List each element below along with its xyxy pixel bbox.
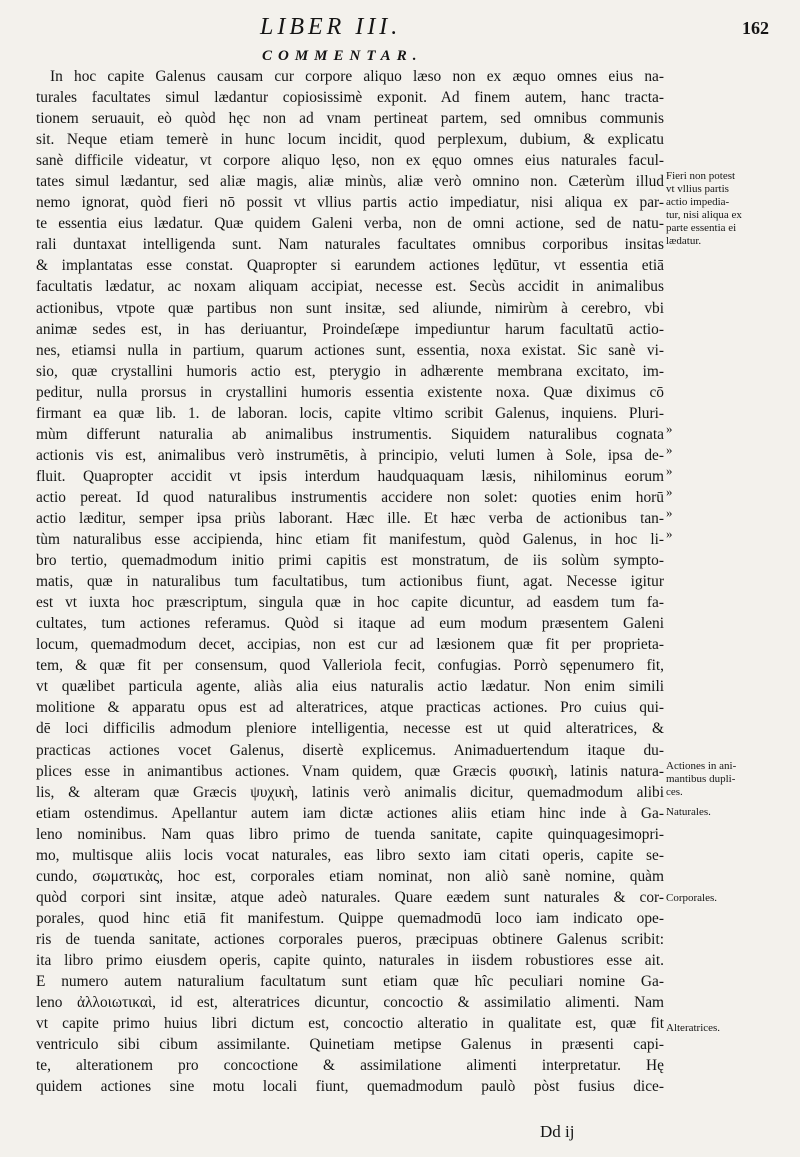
main-text-block	[36, 66, 664, 1097]
page-number: 162	[742, 18, 769, 38]
text-line: molitione & apparatu opus est ad alteratrices, atque practicas actiones. Pro cuius qui-	[36, 699, 664, 717]
marginal-note-actiones-in-animantibus	[666, 760, 794, 799]
quote-mark: »	[666, 505, 673, 521]
marginal-note-line: Fieri non potest	[666, 170, 736, 182]
text-line: turales facultates simul lædantur copiosissimè exponit. Ad finem autem, hanc tracta-	[36, 89, 664, 107]
marginal-note-line: parte essentia ei	[666, 222, 737, 234]
text-line: leno nominibus. Nam quas libro primo de tuenda sanitate, capite quinquagesimopri-	[36, 825, 664, 843]
marginal-note-line: vt vllius partis	[666, 183, 729, 195]
text-line: vt capite primo huius libri dictum est, concoctio alteratio in qualitate est, quæ fit	[36, 1015, 664, 1033]
text-line: cundo, σωματικὰς, hoc est, corporales etiam nominat, non aliò sanè nomine, quàm	[36, 867, 664, 885]
marginal-note-fieri-non-potest	[666, 170, 794, 248]
text-line: peditur, nulla prorsus in crystallini humoris essentia existente noxa. Quæ diximus cō	[36, 383, 664, 401]
text-line: locum, quemadmodum decet, accipias, non est cur ad læsionem quæ fit per proprieta-	[36, 636, 664, 654]
text-line: nemo ignorat, quòd fieri nō possit vt vllius partis actio impediatur, nisi aliqua ex par-	[36, 194, 664, 212]
text-line: actionibus, vtpote quæ partibus non sunt insitæ, sed aliunde, nimirùm à cerebro, vbi	[36, 299, 664, 317]
text-line: vt quælibet particula agente, aliàs alia eius naturalis actio lædatur. Non enim simili	[36, 678, 664, 696]
text-line: & implantatas esse constat. Quapropter si earundem actiones lędūtur, vt essentia etiā	[36, 257, 664, 275]
text-line: actio pereat. Id quod naturalibus instrumentis accidere non solet: quoties enim horū	[36, 488, 664, 506]
marginal-note-line: Corporales.	[666, 892, 718, 904]
text-line: actionis vis est, animalibus verò instrumētis, à principio, veluti lumen à Sole, ipsa de-	[36, 446, 664, 464]
marginal-note-alteratrices	[666, 1022, 794, 1035]
text-line: tem, & quæ fit per consensum, quod Valleriola fecit, confugias. Porrò sępenumero fit,	[36, 657, 664, 675]
marginal-note-line: Alteratrices.	[666, 1022, 721, 1034]
text-line: facultatis lædatur, ac noxam aliquam accipiat, necesse est. Secùs accidit in animalibus	[36, 278, 664, 296]
quote-mark: »	[666, 526, 673, 542]
text-line: tùm naturalibus esse accipienda, hinc etiam fit manifestum, quòd Galenus, in hoc li-	[36, 531, 664, 549]
quotation-marks-column	[666, 418, 673, 544]
section-title: COMMENTAR.	[262, 48, 423, 64]
text-line: cultates, tum actiones referamus. Quòd si itaque ad eum modum præsentem Galeni	[36, 615, 664, 633]
running-title: LIBER III.	[260, 14, 402, 40]
text-line: quidem actiones sine motu locali fiunt, quemadmodum paulò pòst fusius dice-	[36, 1078, 664, 1096]
text-line: E numero autem naturalium facultatum sunt etiam quæ hîc peculiari nomine Ga-	[36, 973, 664, 991]
text-line: mùm differunt naturalia ab animalibus instrumentis. Siquidem naturalibus cognata	[36, 425, 664, 443]
text-line: porales, quod hinc etiā fit manifestum. Quippe quemadmodū loco iam indicato ope-	[36, 909, 664, 927]
text-line: In hoc capite Galenus causam cur corpore aliquo læso non ex æquo omnes eius na-	[50, 68, 664, 85]
text-line: rali duntaxat intelligenda sunt. Nam naturales facultates omnibus corporibus insitas	[36, 236, 664, 254]
marginal-note-line: actio impedia-	[666, 196, 730, 208]
text-line: te essentia eius lædatur. Quæ quidem Galeni verba, non de omni actione, sed de natu-	[36, 215, 664, 233]
marginal-note-naturales	[666, 806, 794, 819]
text-line: dē loci difficilis admodum pleniore intelligentia, necesse est ut quid alteratrices, &	[36, 720, 664, 738]
marginal-note-line: mantibus dupli-	[666, 773, 736, 785]
text-line: fluit. Quapropter accidit vt ipsis interdum haudquaquam læsis, nihilominus eorum	[36, 467, 664, 485]
marginal-note-line: ces.	[666, 786, 683, 798]
text-line: etiam ostendimus. Apellantur autem iam dictæ actiones aliis etiam hinc inde à Ga-	[36, 804, 664, 822]
text-line: animæ sedes est, in has deriuantur, Proindeſæpe impediuntur harum facultatū actio-	[36, 320, 664, 338]
text-line: est vt iuxta hoc præscriptum, singula quæ in hoc capite dicuntur, ad easdem tum fa-	[36, 594, 664, 612]
signature-mark: Dd ij	[540, 1122, 575, 1141]
text-line: sanè difficile videatur, vt corpore aliquo lęso, non ex ęquo omnes eius naturales facul-	[36, 152, 664, 170]
text-line: sit. Neque etiam temerè in hunc locum incidit, quod perplexum, dubium, & explicatu	[36, 131, 664, 149]
marginal-note-line: Actiones in ani-	[666, 760, 737, 772]
text-line: sio, quæ crystallini humoris actio est, pterygio in adhærente membrana excitato, im-	[36, 362, 664, 380]
quote-mark: »	[666, 484, 673, 500]
text-line: tates simul lædantur, sed aliæ magis, aliæ minùs, aliæ verò omnino non. Cæterùm illud	[36, 173, 664, 191]
text-line: matis, quæ in naturalibus tum facultatibus, tum actionibus fiunt, agat. Necesse igitur	[36, 573, 664, 591]
quote-mark: »	[666, 442, 673, 458]
text-line: ventriculo sibi cibum assimilante. Quinetiam metipse Galenus in præsenti capi-	[36, 1036, 664, 1054]
marginal-note-line: tur, nisi aliqua ex	[666, 209, 742, 221]
text-line: actio læditur, semper ipsa priùs laborant. Hæc ille. Et hæc verba de actionibus tan-	[36, 509, 664, 527]
text-line: te, alterationem pro concoctione & assimilatione alimenti interpretatur. Hę	[36, 1057, 664, 1075]
marginal-note-line: Naturales.	[666, 806, 711, 818]
quote-mark: »	[666, 421, 673, 436]
text-line: quòd corpori sint insitæ, atque adeò naturales. Quare eædem sunt naturales & cor-	[36, 888, 664, 906]
text-line: mo, multisque aliis locis vocat naturales, eas libro sexto iam citati operis, capite se-	[36, 846, 664, 864]
text-line: tionem seruauit, eò quòd hęc non ad vnam pertineat partem, sed omnibus communis	[36, 110, 664, 128]
text-line: leno ἀλλοιωτικαὶ, id est, alteratrices dicuntur, concoctio & assimilatio alimenti. Nam	[36, 994, 664, 1012]
text-line: practicas actiones vocet Galenus, disertè explicemus. Animaduertendum itaque du-	[36, 741, 664, 759]
text-line: lis, & alteram quæ Græcis ψυχικὴ, latinis verò animalis dicitur, quemadmodum alibi	[36, 783, 664, 801]
text-line: ita libro primo eiusdem operis, capite quinto, naturales in iisdem robustiores esse ait.	[36, 951, 664, 969]
text-line: firmant ea quæ lib. 1. de laboran. locis, capite vltimo scribit Galenus, inquiens. Pluri-	[36, 404, 664, 422]
text-line: plices esse in animantibus actiones. Vnam quidem, quæ Græcis φυσικὴ, latinis natura-	[36, 762, 664, 780]
text-line: nes, etiamsi nulla in partium, quarum actiones sunt, essentia, noxa existat. Sic sanè vi-	[36, 341, 664, 359]
marginal-note-corporales	[666, 892, 794, 905]
text-line: bro tertio, quemadmodum initio primi capitis est monstratum, de iis solùm sympto-	[36, 552, 664, 570]
marginal-note-line: lædatur.	[666, 235, 702, 247]
text-line: ris de tuenda sanitate, actiones corporales pueros, præcipuas obtinere Galenus scribit:	[36, 930, 664, 948]
running-head	[0, 14, 800, 44]
quote-mark: »	[666, 463, 673, 479]
